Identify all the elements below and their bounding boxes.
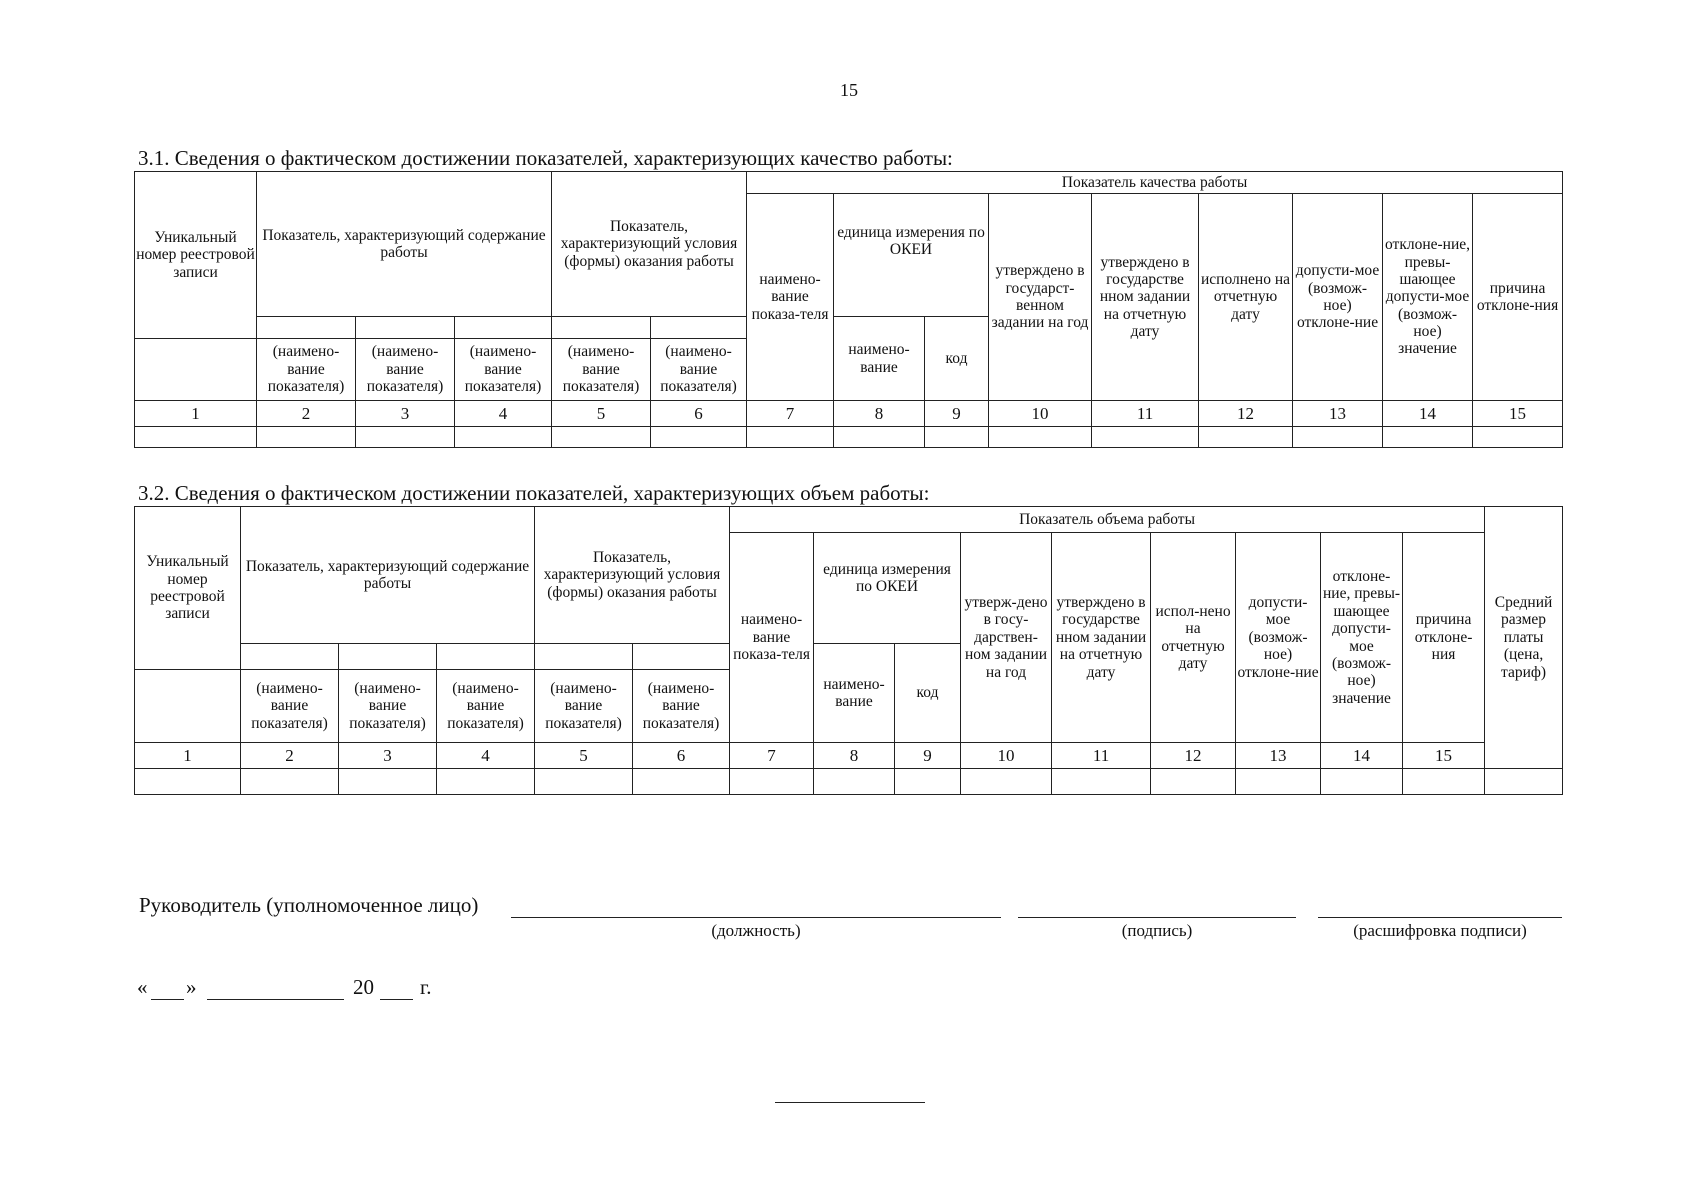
data-cell[interactable] — [1321, 769, 1403, 795]
sub-indicator-label: (наимено-вание показателя) — [633, 670, 730, 743]
allowed-deviation-header: допусти-мое (возмож-ное) отклоне-ние — [1236, 533, 1321, 743]
exceed-deviation-header: отклоне-ние, превы-шающее допусти-мое (возмож-ное) значение — [1383, 194, 1473, 401]
sub-indicator-label: (наимено-вание показателя) — [339, 670, 437, 743]
date-year-line[interactable] — [380, 999, 413, 1000]
unique-number-header: Уникальный номер реестровой записи — [135, 172, 257, 339]
allowed-deviation-header: допусти-мое (возмож-ное) отклоне-ние — [1293, 194, 1383, 401]
data-cell[interactable] — [1236, 769, 1321, 795]
blank-cell — [633, 644, 730, 670]
sub-indicator-label: (наимено-вание показателя) — [241, 670, 339, 743]
signature-caption: (подпись) — [1121, 921, 1193, 940]
column-number: 6 — [651, 401, 747, 427]
indicator-name-header: наимено-вание показа-теля — [747, 194, 834, 401]
quality-table — [134, 171, 1563, 448]
unique-number-continued — [135, 670, 241, 743]
data-cell[interactable] — [1473, 427, 1563, 448]
unit-okei-header: единица измерения по ОКЕИ — [814, 533, 961, 644]
column-number: 5 — [535, 743, 633, 769]
blank-cell — [356, 317, 455, 339]
data-cell[interactable] — [1092, 427, 1199, 448]
column-number: 15 — [1473, 401, 1563, 427]
approved-date-header: утверждено в государстве нном задании на отчетную дату — [1052, 533, 1151, 743]
data-cell[interactable] — [730, 769, 814, 795]
unit-okei-header: единица измерения по ОКЕИ — [834, 194, 989, 317]
decoding-line[interactable] — [1318, 917, 1562, 918]
sub-indicator-label: (наимено-вание показателя) — [651, 339, 747, 401]
column-number: 9 — [925, 401, 989, 427]
unit-code-header: код — [925, 317, 989, 401]
column-number: 15 — [1403, 743, 1485, 769]
average-fee-header: Средний размер платы (цена, тариф) — [1485, 507, 1563, 769]
column-number: 7 — [730, 743, 814, 769]
data-cell[interactable] — [339, 769, 437, 795]
blank-cell — [437, 644, 535, 670]
indicator-name-header: наимено-вание показа-теля — [730, 533, 814, 743]
column-number: 11 — [1052, 743, 1151, 769]
column-number: 6 — [633, 743, 730, 769]
date-open-quote: « — [137, 975, 148, 999]
data-cell[interactable] — [1151, 769, 1236, 795]
data-cell[interactable] — [135, 427, 257, 448]
table-row — [135, 769, 1563, 795]
column-number: 14 — [1321, 743, 1403, 769]
data-cell[interactable] — [455, 427, 552, 448]
content-indicator-header: Показатель, характеризующий содержание работы — [257, 172, 552, 317]
unit-name-header: наимено-вание — [834, 317, 925, 401]
date-year-prefix: 20 — [353, 975, 374, 999]
approved-date-header: утверждено в государстве нном задании на отчетную дату — [1092, 194, 1199, 401]
column-number: 1 — [135, 743, 241, 769]
section-1-title: 3.1. Сведения о фактическом достижении показателей, характеризующих качество работы: — [138, 146, 953, 170]
data-cell[interactable] — [834, 427, 925, 448]
volume-group-header: Показатель объема работы — [730, 507, 1485, 533]
data-cell[interactable] — [1293, 427, 1383, 448]
exceed-deviation-header: отклоне-ние, превы-шающее допусти-мое (возмож-ное) значение — [1321, 533, 1403, 743]
data-cell[interactable] — [1403, 769, 1485, 795]
content-indicator-header: Показатель, характеризующий содержание работы — [241, 507, 535, 644]
data-cell[interactable] — [814, 769, 895, 795]
data-cell[interactable] — [552, 427, 651, 448]
executed-header: испол-нено на отчетную дату — [1151, 533, 1236, 743]
unit-code-header: код — [895, 644, 961, 743]
data-cell[interactable] — [989, 427, 1092, 448]
column-number: 8 — [814, 743, 895, 769]
page-number: 15 — [840, 80, 858, 100]
column-number: 13 — [1236, 743, 1321, 769]
signature-line[interactable] — [1018, 917, 1296, 918]
column-number: 8 — [834, 401, 925, 427]
data-cell[interactable] — [257, 427, 356, 448]
sub-indicator-label: (наимено-вание показателя) — [455, 339, 552, 401]
sub-indicator-label: (наимено-вание показателя) — [437, 670, 535, 743]
blank-cell — [339, 644, 437, 670]
date-year-suffix: г. — [420, 975, 432, 999]
data-cell[interactable] — [1199, 427, 1293, 448]
column-number: 5 — [552, 401, 651, 427]
unique-number-continued — [135, 339, 257, 401]
volume-table — [134, 506, 1563, 795]
table-row — [135, 427, 1563, 448]
executed-header: исполнено на отчетную дату — [1199, 194, 1293, 401]
column-number: 7 — [747, 401, 834, 427]
data-cell[interactable] — [651, 427, 747, 448]
column-number: 9 — [895, 743, 961, 769]
data-cell[interactable] — [747, 427, 834, 448]
blank-cell — [552, 317, 651, 339]
sub-indicator-label: (наимено-вание показателя) — [257, 339, 356, 401]
data-cell[interactable] — [241, 769, 339, 795]
column-number: 10 — [989, 401, 1092, 427]
column-number: 2 — [257, 401, 356, 427]
column-number: 4 — [437, 743, 535, 769]
column-number: 12 — [1151, 743, 1236, 769]
blank-cell — [241, 644, 339, 670]
sub-indicator-label: (наимено-вание показателя) — [356, 339, 455, 401]
blank-cell — [535, 644, 633, 670]
column-number: 13 — [1293, 401, 1383, 427]
deviation-reason-header: причина отклоне-ния — [1473, 194, 1563, 401]
date-day-line[interactable] — [151, 999, 184, 1000]
position-caption: (должность) — [711, 921, 801, 940]
conditions-indicator-header: Показатель, характеризующий условия (формы) оказания работы — [552, 172, 747, 317]
data-cell[interactable] — [356, 427, 455, 448]
approved-year-header: утверждено в государст-венном задании на год — [989, 194, 1092, 401]
blank-cell — [257, 317, 356, 339]
column-number: 2 — [241, 743, 339, 769]
column-number: 1 — [135, 401, 257, 427]
data-cell[interactable] — [961, 769, 1052, 795]
blank-cell — [651, 317, 747, 339]
position-line[interactable] — [511, 917, 1001, 918]
head-label: Руководитель (уполномоченное лицо) — [139, 893, 479, 917]
approved-year-header: утверж-дено в госу-дарствен-ном задании на год — [961, 533, 1052, 743]
conditions-indicator-header: Показатель, характеризующий условия (формы) оказания работы — [535, 507, 730, 644]
quality-group-header: Показатель качества работы — [747, 172, 1563, 194]
sub-indicator-label: (наимено-вание показателя) — [535, 670, 633, 743]
data-cell[interactable] — [1052, 769, 1151, 795]
data-cell[interactable] — [535, 769, 633, 795]
unique-number-header: Уникальный номер реестровой записи — [135, 507, 241, 670]
column-number: 14 — [1383, 401, 1473, 427]
section-2-title: 3.2. Сведения о фактическом достижении показателей, характеризующих объем работы: — [138, 481, 930, 505]
unit-name-header: наимено-вание — [814, 644, 895, 743]
data-cell[interactable] — [895, 769, 961, 795]
data-cell[interactable] — [633, 769, 730, 795]
column-number: 3 — [356, 401, 455, 427]
column-number: 11 — [1092, 401, 1199, 427]
column-number: 12 — [1199, 401, 1293, 427]
sub-indicator-label: (наимено-вание показателя) — [552, 339, 651, 401]
data-cell[interactable] — [925, 427, 989, 448]
date-month-line[interactable] — [207, 999, 344, 1000]
column-number: 4 — [455, 401, 552, 427]
column-number: 10 — [961, 743, 1052, 769]
data-cell[interactable] — [437, 769, 535, 795]
end-separator — [775, 1102, 925, 1103]
data-cell[interactable] — [135, 769, 241, 795]
deviation-reason-header: причина отклоне-ния — [1403, 533, 1485, 743]
date-close-quote: » — [186, 975, 197, 999]
data-cell[interactable] — [1485, 769, 1563, 795]
data-cell[interactable] — [1383, 427, 1473, 448]
blank-cell — [455, 317, 552, 339]
column-number: 3 — [339, 743, 437, 769]
decoding-caption: (расшифровка подписи) — [1353, 921, 1527, 940]
